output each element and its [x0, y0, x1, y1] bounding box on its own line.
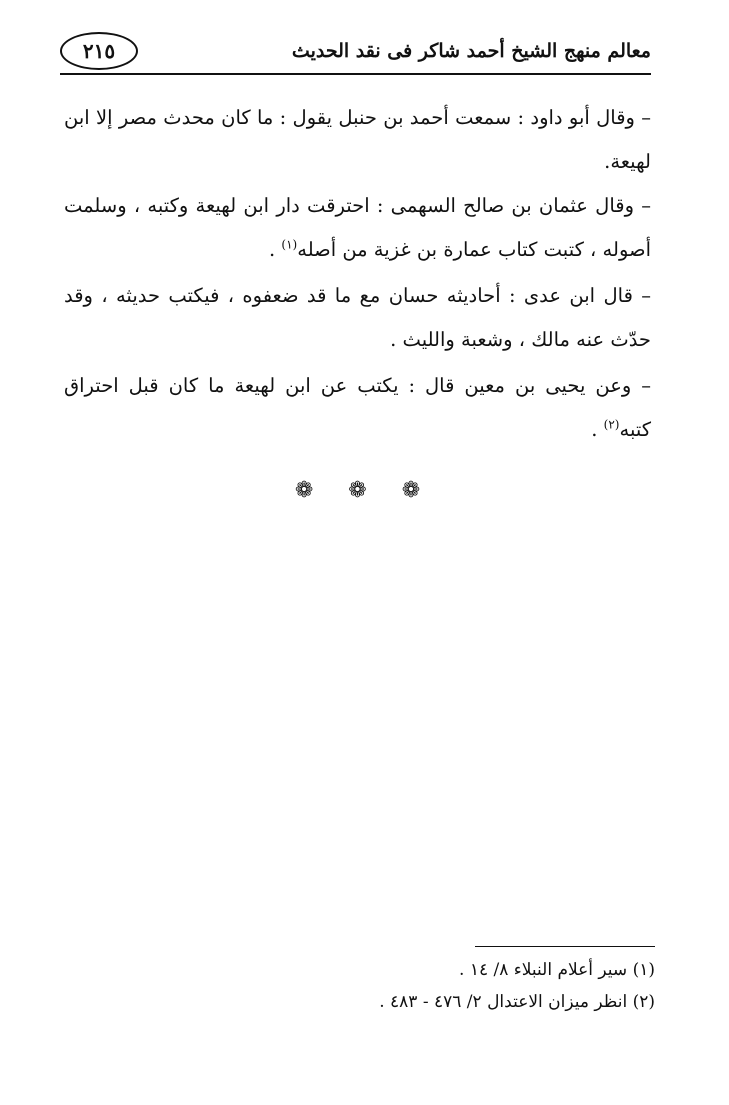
- paragraph-tail: .: [269, 238, 282, 261]
- footnote-ref-2: (٢): [603, 417, 620, 432]
- book-title: معالم منهج الشيخ أحمد شاكر فى نقد الحديث: [291, 40, 651, 62]
- paragraph-text: – وقال أبو داود : سمعت أحمد بن حنبل يقول : ما كان محدث مصر إلا ابن لهيعة.: [64, 106, 651, 173]
- paragraph-abu-dawud: [64, 96, 651, 184]
- page-number: ٢١٥: [60, 32, 138, 70]
- header-divider: [60, 73, 651, 75]
- footnote-ref-1: (١): [281, 237, 298, 252]
- paragraph-tail: .: [591, 418, 604, 441]
- paragraph-uthman: [64, 184, 651, 272]
- footnote-2: (٢) انظر ميزان الاعتدال ٢/ ٤٧٦ - ٤٨٣ .: [379, 992, 655, 1012]
- paragraph-ibn-main: [64, 364, 651, 452]
- paragraph-text: – وقال عثمان بن صالح السهمى : احترقت دار ابن لهيعة وكتبه ، وسلمت أصوله ، كتبت كتاب عمارة بن غزية من أصله: [64, 194, 651, 261]
- footnote-1: (١) سير أعلام النبلاء ٨/ ١٤ .: [459, 960, 655, 980]
- paragraph-ibn-adi: [64, 274, 651, 362]
- footnote-divider: [475, 946, 655, 947]
- section-separator-ornament: ❁ ❁ ❁: [294, 478, 435, 503]
- running-header: [60, 30, 651, 80]
- paragraph-text: – قال ابن عدى : أحاديثه حسان مع ما قد ضعفوه ، فيكتب حديثه ، وقد حدّث عنه مالك ، وشعبة والليث .: [64, 284, 651, 351]
- paragraph-text: – وعن يحيى بن معين قال : يكتب عن ابن لهيعة ما كان قبل احتراق كتبه: [64, 374, 651, 441]
